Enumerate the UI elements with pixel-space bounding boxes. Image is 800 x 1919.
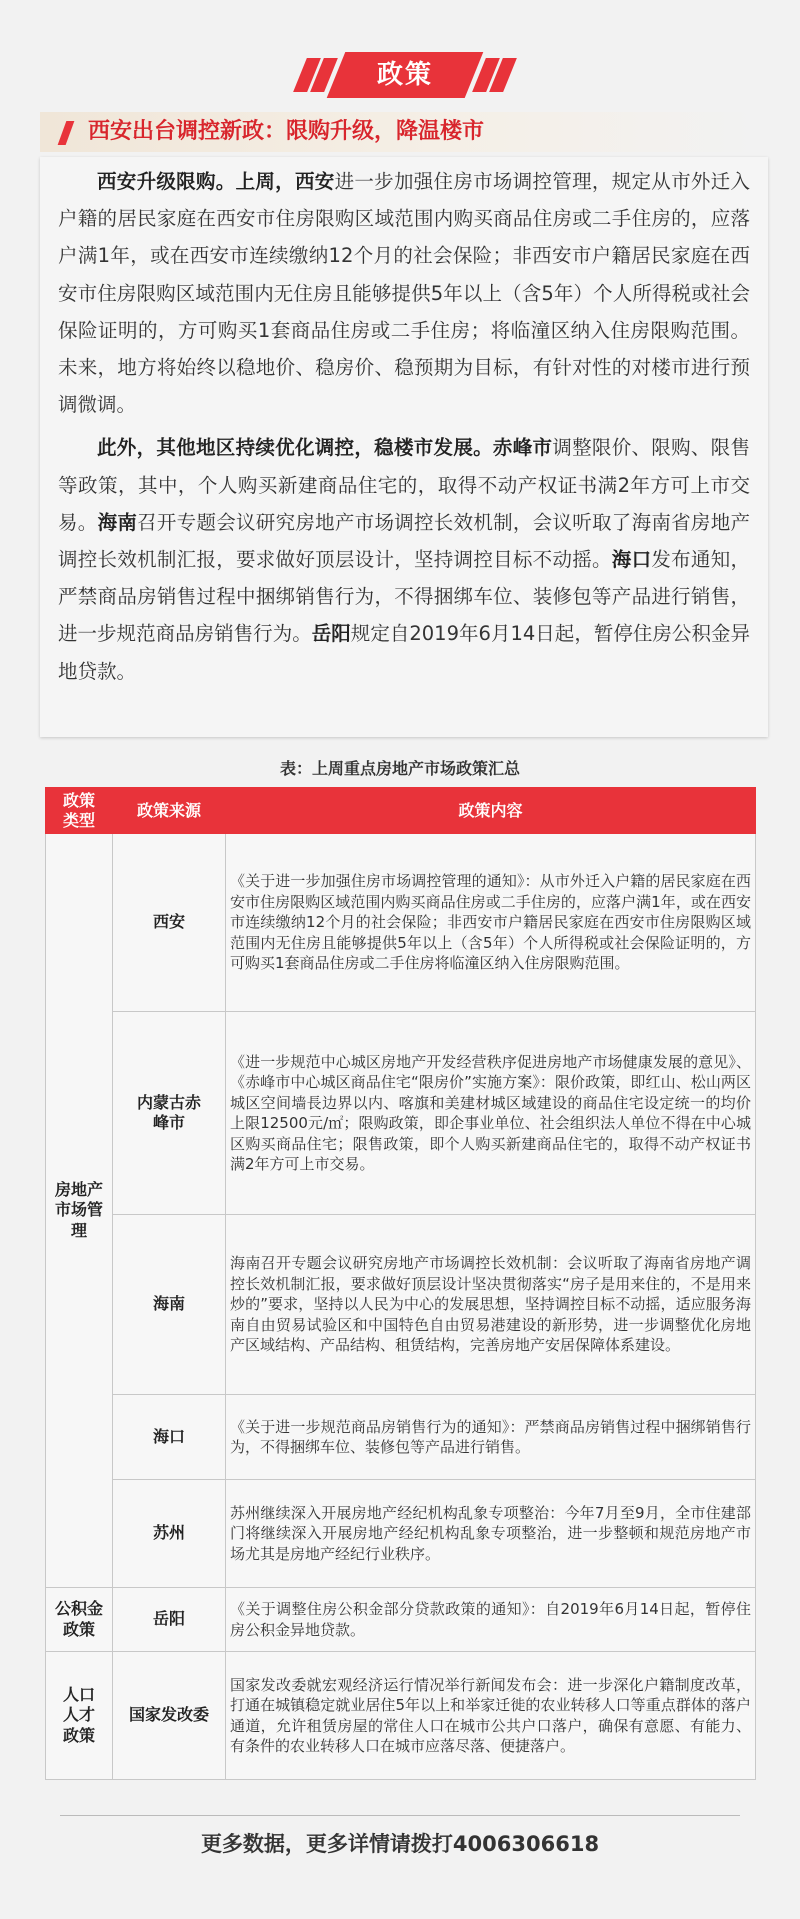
category-talent: 人口人才政策 (46, 1652, 113, 1780)
category-fund: 公积金政策 (46, 1588, 113, 1652)
section-title: 政策 (376, 60, 433, 90)
p2-lead: 此外，其他地区持续优化调控，稳楼市发展。赤峰市 (97, 436, 553, 460)
content-cell: 《关于调整住房公积金部分贷款政策的通知》：自2019年6月14日起，暂停住房公积金异地贷款。 (226, 1588, 756, 1652)
source-cell: 海南 (113, 1215, 226, 1395)
article-paragraph-1 (58, 163, 750, 423)
table-row (46, 1588, 756, 1652)
table-row (46, 1395, 756, 1480)
content-cell: 苏州继续深入开展房地产经纪机构乱象专项整治：今年7月至9月，全市住建部门将继续深入开展房地产经纪机构乱象专项整治，进一步整顿和规范房地产市场尤其是房地产经纪行业秩序。 (226, 1480, 756, 1588)
content-cell: 《关于进一步规范商品房销售行为的通知》：严禁商品房销售过程中捆绑销售行为，不得捆绑车位、装修包等产品进行销售。 (226, 1395, 756, 1480)
p2-hainan-label: 海南 (97, 510, 138, 534)
source-cell: 国家发改委 (113, 1652, 226, 1780)
p2-yueyang-text: 规定自2019年6月14日起，暂停住房公积金异地贷款。 (58, 622, 750, 683)
source-cell: 苏州 (113, 1480, 226, 1588)
p2-chifeng-text: 调整限价、限购、限售等政策，其中，个人购买新建商品住宅的，取得不动产权证书满2年方可上市交易。 (58, 436, 750, 534)
category-real-estate: 房地产市场管理 (46, 834, 113, 1588)
p2-hainan-text: 召开专题会议研究房地产市场调控长效机制，会议听取了海南省房地产调控长效机制汇报，要求做好顶层设计，坚持调控目标不动摇。 (58, 510, 750, 572)
article-paragraph-2 (58, 429, 750, 689)
footer-contact: 更多数据，更多详情请拨打4006306618 (200, 1832, 600, 1856)
p2-yueyang-label: 岳阳 (311, 622, 351, 646)
headline-marker (58, 121, 75, 145)
source-cell: 内蒙古赤峰市 (113, 1012, 226, 1215)
table-row (46, 1652, 756, 1780)
p2-haikou-text: 发布通知，严禁商品房销售过程中捆绑销售行为，不得捆绑车位、装修包等产品进行销售，进一步规范商品房销售行为。 (58, 548, 750, 646)
source-cell: 岳阳 (113, 1588, 226, 1652)
content-cell: 《进一步规范中心城区房地产开发经营秩序促进房地产市场健康发展的意见》、《赤峰市中心城区商品住宅“限房价”实施方案》：限价政策，即红山、松山两区城区空间墙長边界以内、喀旗和美建材城区域建设的商品住宅设定统一的均价上限12500元/㎡；限购政策，即企事业单位、社会组织法人单位不得在中心城区购买商品住宅；限售政策，即个人购买新建商品住宅的，取得不动产权证书满2年方可上市交易。 (226, 1012, 756, 1215)
header-policy-type: 政策类型 (46, 788, 113, 834)
header-policy-content: 政策内容 (226, 788, 756, 834)
table-row (46, 1480, 756, 1588)
p1-body: 进一步加强住房市场调控管理，规定从市外迁入户籍的居民家庭在西安市住房限购区域范围内购买商品住房或二手住房的，应落户满1年，或在西安市连续缴纳12个月的社会保险；非西安市户籍居民家庭在西安市住房限购区域范围内无住房且能够提供5年以上（含5年）个人所得税或社会保险证明的，方可购买1套商品住房或二手住房；将临潼区纳入住房限购范围。未来，地方将始终以稳地价、稳房价、稳预期为目标，有针对性的对楼市进行预调微调。 (58, 170, 750, 417)
table-row (46, 1215, 756, 1395)
content-cell: 海南召开专题会议研究房地产市场调控长效机制：会议听取了海南省房地产调控长效机制汇报，要求做好顶层设计坚决贯彻落实“房子是用来住的，不是用来炒的”要求，坚持以人民为中心的发展思想，坚持调控目标不动摇，适应服务海南自由贸易试验区和中国特色自由贸易港建设的新形势，进一步调整优化房地产区域结构、产品结构、租赁结构，完善房地产安居保障体系建设。 (226, 1215, 756, 1395)
table-title: 表：上周重点房地产市场政策汇总 (279, 759, 520, 778)
header-policy-source: 政策来源 (113, 788, 226, 834)
content-cell: 国家发改委就宏观经济运行情况举行新闻发布会：进一步深化户籍制度改革，打通在城镇稳定就业居住5年以上和举家迁徙的农业转移人口等重点群体的落户通道，允许租赁房屋的常住人口在城市公共户口落户，确保有意愿、有能力、有条件的农业转移人口在城市应落尽落、便捷落户。 (226, 1652, 756, 1780)
table-row (46, 1012, 756, 1215)
p1-lead: 西安升级限购。上周，西安 (97, 170, 335, 193)
source-cell: 海口 (113, 1395, 226, 1480)
p2-haikou-label: 海口 (611, 548, 652, 572)
footer-divider (60, 1815, 740, 1816)
source-cell: 西安 (113, 834, 226, 1012)
headline-title: 西安出台调控新政：限购升级，降温楼市 (88, 119, 485, 144)
headline-bar (40, 112, 760, 152)
policy-table (45, 787, 756, 1780)
table-header-row (46, 788, 756, 834)
article-box (40, 157, 768, 737)
table-row (46, 834, 756, 1012)
section-banner (300, 52, 510, 98)
content-cell: 《关于进一步加强住房市场调控管理的通知》：从市外迁入户籍的居民家庭在西安市住房限购区域范围内购买商品住房或二手住房的，应落户满1年，或在西安市连续缴纳12个月的社会保险；非西安市户籍居民家庭在西安市住房限购区域范围内无住房且能够提供5年以上（含5年）个人所得税或社会保险证明的，方可购买1套商品住房或二手住房将临潼区纳入住房限购范围。 (226, 834, 756, 1012)
